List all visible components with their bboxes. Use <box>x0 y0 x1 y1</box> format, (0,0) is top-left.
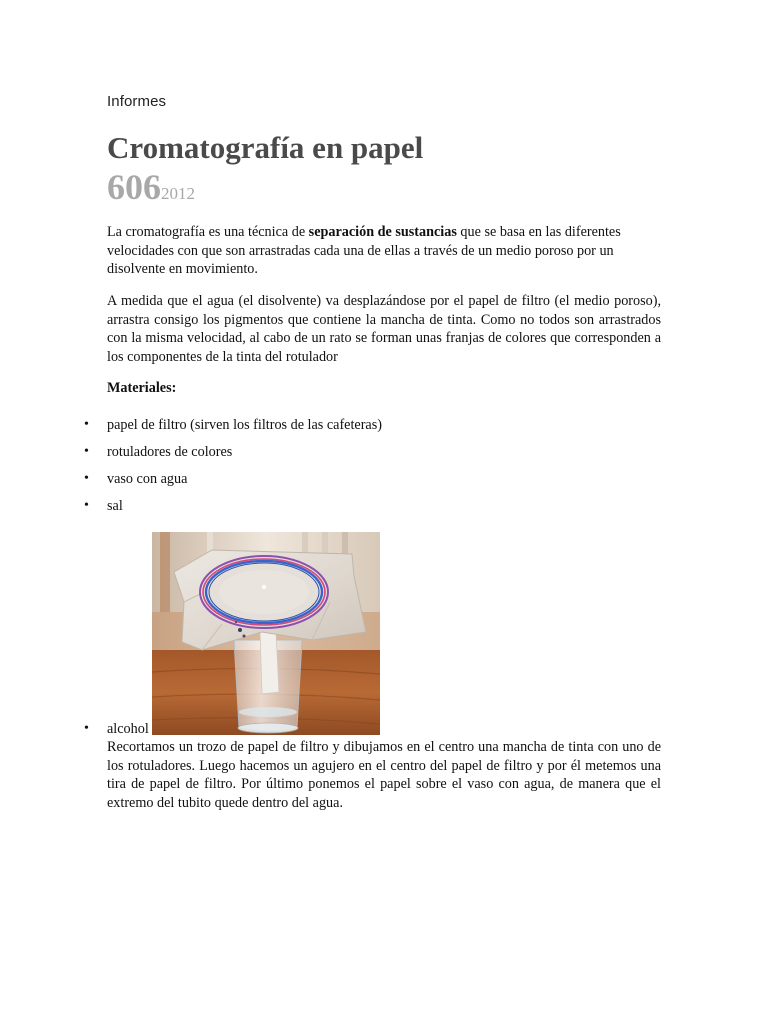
list-item-text: vaso con agua <box>107 471 188 487</box>
bullet-icon: • <box>84 417 89 432</box>
chromatography-photo-svg <box>152 532 380 735</box>
bullet-icon: • <box>84 498 89 513</box>
post-date-year: 2012 <box>161 184 195 203</box>
list-item-text: papel de filtro (sirven los filtros de las cafeteras) <box>107 417 382 433</box>
post-date-daymonth: 606 <box>107 167 161 207</box>
intro-text-bold: separación de sustancias <box>308 224 457 240</box>
intro-paragraph <box>107 223 661 279</box>
procedure-paragraph: Recortamos un trozo de papel de filtro y dibujamos en el centro una mancha de tinta con uno de los rotuladores. Luego hacemos un agujero en el centro del papel de filtro y por él metemos una tira de papel de filtro. Por último ponemos el papel sobre el vaso con agua, de manera que el extremo del tubito quede dentro del agua. <box>107 739 661 811</box>
bullet-icon: • <box>84 444 89 459</box>
page-title: Cromatografía en papel <box>107 130 424 165</box>
list-item-text: alcohol <box>107 721 149 737</box>
list-item-text: rotuladores de colores <box>107 444 233 460</box>
post-date <box>107 167 195 215</box>
category-label: Informes <box>107 93 167 110</box>
chromatography-photo <box>152 532 380 735</box>
explanation-paragraph: A medida que el agua (el disolvente) va desplazándose por el papel de filtro (el medio poroso), arrastra consigo los pigmentos que contiene la mancha de tinta. Como no todos son arrastrados con la misma velocidad, al cabo de un rato se forman unas franjas de colores que corresponden a los componentes de la tinta del rotulador <box>107 293 661 365</box>
bullet-icon: • <box>84 721 89 736</box>
materials-heading: Materiales: <box>107 380 177 396</box>
list-item-text: sal <box>107 498 123 514</box>
intro-text-after: que se basa en las diferentes velocidades con que son arrastradas cada una de ellas a través de un medio poroso por un disolvente en movimiento. <box>107 224 621 277</box>
bullet-icon: • <box>84 471 89 486</box>
intro-text-before: La cromatografía es una técnica de <box>107 224 309 240</box>
